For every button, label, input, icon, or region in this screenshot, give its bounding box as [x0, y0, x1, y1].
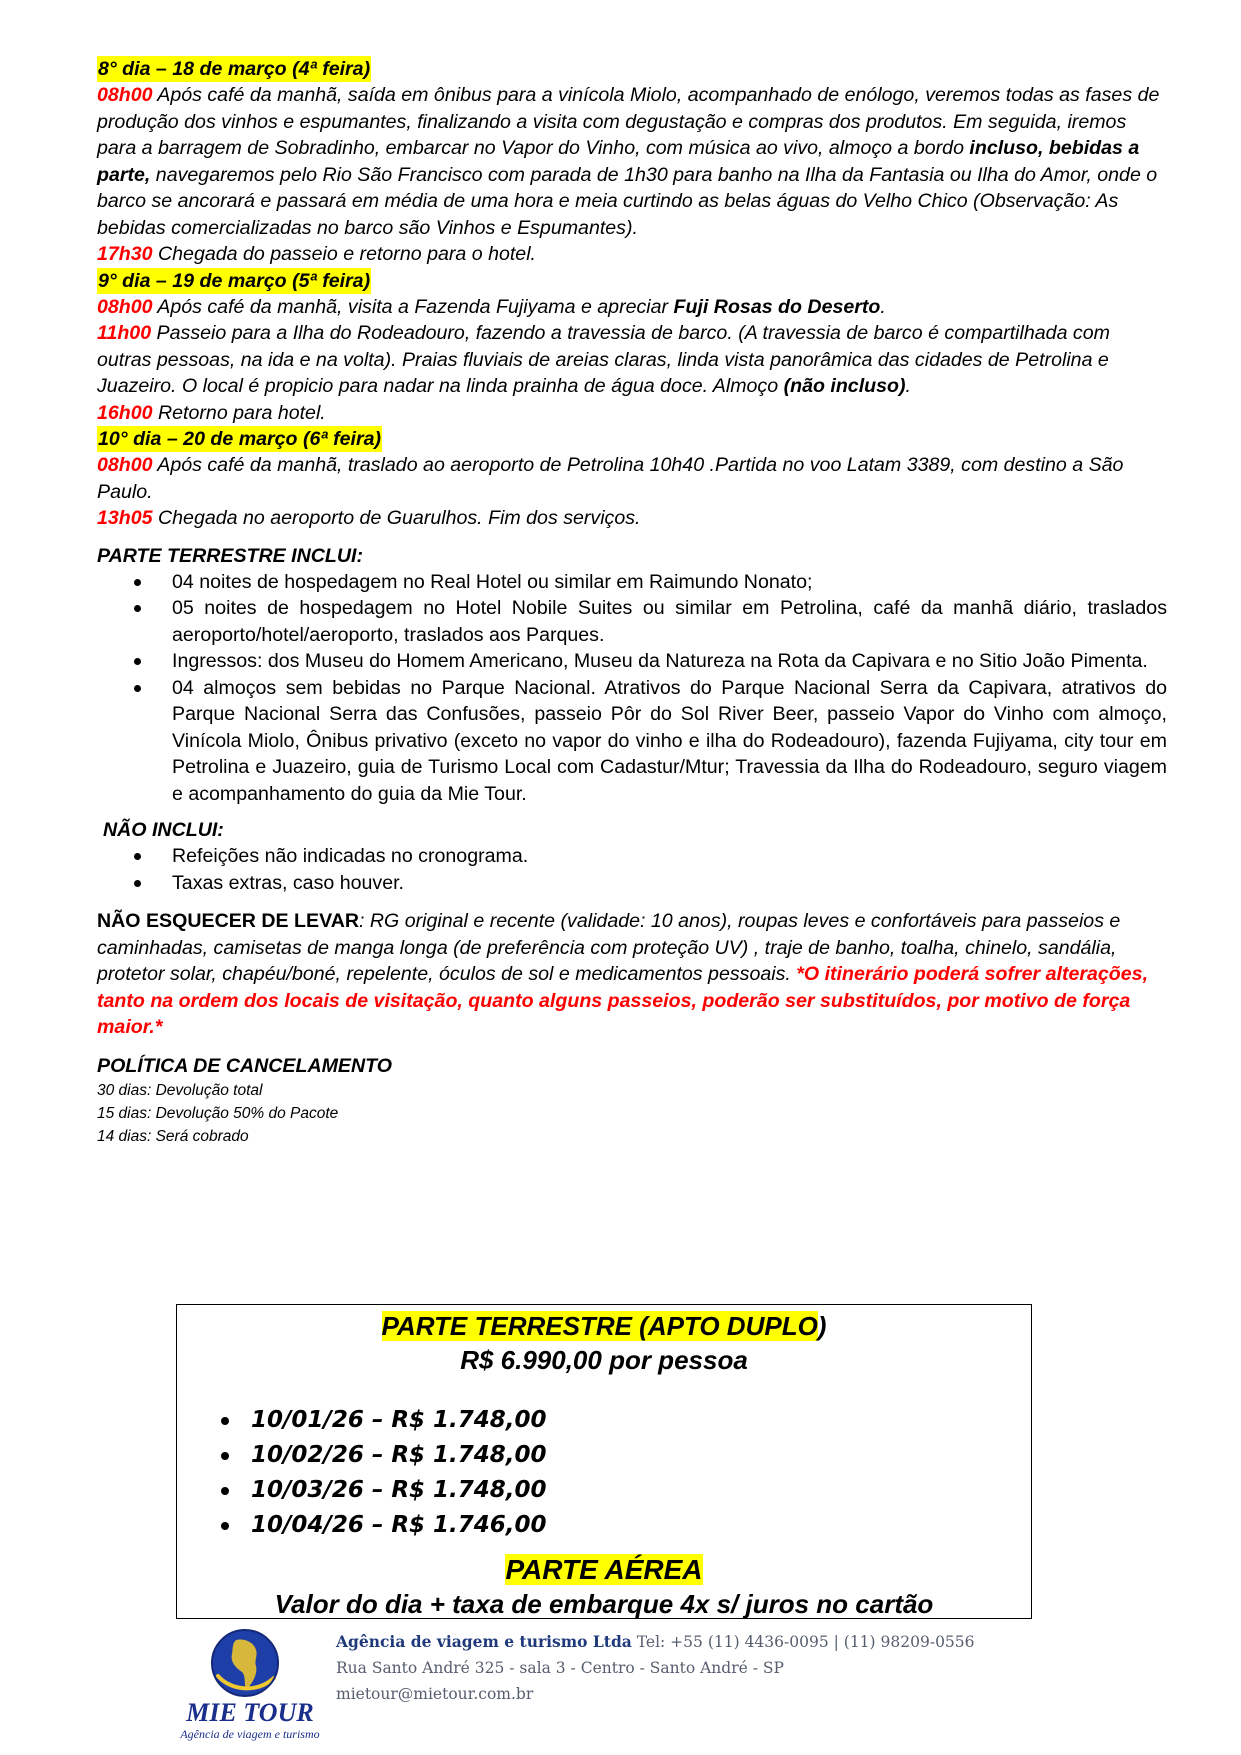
- list-item-text: 04 almoços sem bebidas no Parque Nacional. Atrativos do Parque Nacional Serra da Capivara, atrativos do Parque Nacional Serra das Confusões, passeio Pôr do Sol River Beer, passeio Vapor do Vinho com almoço, Vinícola Miolo, Ônibus privativo (exceto no vapor do vinho e ilha do Rodeadouro), fazenda Fujiyama, city tour em Petrolina e Juazeiro, guia de Turismo Local com Cadastur/Mtur; Travessia da Ilha do Rodeadouro, seguro viagem e acompanhamento do guia da Mie Tour.: [172, 676, 1167, 805]
- installment-item: [177, 1403, 1031, 1438]
- bring-text: : RG original e recente (validade: 10 anos), roupas leves e confortáveis para passeios e caminhadas, camisetas de manga longa (de preferência com proteção UV) , traje de banho, toalha, chinelo, sandália, protetor solar, chapéu/boné, repelente, óculos de sol e medicamentos pessoais.: [97, 910, 1121, 985]
- installment-text: 10/02/26 – R$ 1.748,00: [251, 1442, 547, 1468]
- logo-subtitle: Agência de viagem e turismo: [180, 1727, 320, 1741]
- bullet-icon: [134, 658, 141, 665]
- cancel-line: 14 dias: Será cobrado: [97, 1127, 249, 1145]
- list-item: [97, 870, 1167, 897]
- list-item-text: 05 noites de hospedagem no Hotel Nobile Suites ou similar em Petrolina, café da manhã diário, traslados aeroporto/hotel/aeroporto, traslados aos Parques.: [172, 597, 1167, 646]
- text: Após café da manhã, traslado ao aeroporto de Petrolina 10h40 .Partida no voo Latam 3389, com destino a São Paulo.: [97, 454, 1124, 503]
- text: Passeio para a Ilha do Rodeadouro, fazendo a travessia de barco. (A travessia de barco é compartilhada com outras pessoas, na ida e na volta). Praias fluviais de areias claras, linda vista panorâmica das cidades de Petrolina e Juazeiro. O local é propicio para nadar na linda prainha de água doce. Almoço: [97, 322, 1110, 397]
- bullet-icon: [221, 1522, 229, 1530]
- bold-text: (não incluso): [783, 375, 906, 397]
- itinerary-warning: *O itinerário poderá sofrer alterações, tanto na ordem dos locais de visitação, quanto alguns passeios, poderão ser substituídos, por motivo de força maior.*: [97, 963, 1149, 1038]
- text: .: [905, 375, 911, 397]
- text: navegaremos pelo Rio São Francisco com parada de 1h30 para banho na Ilha da Fantasia ou Ilha do Amor, onde o barco se ancorará e passará em média de uma hora e meia curtindo as belas águas do Velho Chico (Observação: As bebidas comercializadas no barco são Vinhos e Espumantes).: [97, 163, 1158, 239]
- price-title-end: ): [817, 1311, 827, 1341]
- day-10-title: 10° dia – 20 de março (6ª feira): [98, 428, 381, 450]
- day-8-title: 8° dia – 18 de março (4ª feira): [98, 58, 371, 80]
- time-label: 08h00: [97, 295, 153, 318]
- document-body: [97, 56, 1167, 1148]
- agency-name: Agência de viagem e turismo Ltda: [336, 1632, 632, 1651]
- list-item-text: 04 noites de hospedagem no Real Hotel ou similar em Raimundo Nonato;: [172, 570, 813, 593]
- time-label: 17h30: [97, 243, 153, 265]
- excludes-list: [97, 843, 1167, 896]
- includes-list: [97, 569, 1167, 808]
- bullet-icon: [134, 853, 141, 860]
- day-10-paragraph-2: [97, 505, 1167, 532]
- day-9-paragraph-1: [97, 294, 1167, 321]
- air-title: [177, 1553, 1031, 1587]
- bullet-icon: [221, 1487, 229, 1495]
- logo-text: MIE TOUR: [186, 1698, 314, 1727]
- day-9-paragraph-2: [97, 320, 1167, 400]
- list-item-text: Refeições não indicadas no cronograma.: [172, 845, 529, 867]
- installment-text: 10/03/26 – R$ 1.748,00: [251, 1477, 547, 1503]
- cancel-line: 30 dias: Devolução total: [97, 1081, 263, 1099]
- globe-logo-icon: [210, 1628, 280, 1698]
- bullet-icon: [221, 1452, 229, 1460]
- day-8-paragraph-2: [97, 241, 1167, 268]
- price-box: [176, 1304, 1032, 1619]
- bullet-icon: [134, 605, 141, 612]
- address: Rua Santo André 325 - sala 3 - Centro - Santo André - SP: [336, 1659, 784, 1677]
- email-link[interactable]: mietour@mietour.com.br: [336, 1685, 534, 1703]
- text: Após café da manhã, visita a Fazenda Fujiyama e apreciar: [152, 295, 674, 318]
- time-label: 16h00: [97, 401, 153, 424]
- list-item: [97, 569, 1167, 596]
- cancel-line: 15 dias: Devolução 50% do Pacote: [97, 1104, 339, 1122]
- installment-text: 10/01/26 – R$ 1.748,00: [251, 1407, 547, 1433]
- text: Chegada do passeio e retorno para o hotel.: [152, 243, 536, 265]
- bold-text: Fuji Rosas do Deserto: [673, 295, 881, 318]
- time-label: 08h00: [97, 454, 153, 476]
- excludes-title: NÃO INCLUI:: [103, 819, 224, 841]
- air-text: Valor do dia + taxa de embarque 4x s/ juros no cartão: [274, 1589, 934, 1619]
- time-label: 13h05: [97, 507, 153, 529]
- list-item-text: Ingressos: dos Museu do Homem Americano, Museu da Natureza na Rota da Capivara e no Sitio João Pimenta.: [172, 650, 1148, 672]
- bullet-icon: [221, 1417, 229, 1425]
- text: Após café da manhã, saída em ônibus para a vinícola Miolo, acompanhado de enólogo, veremos todas as fases de produção dos vinhos e espumantes, finalizando a visita com degustação e compras dos produtos. Em seguida, iremos para a barragem de Sobradinho, embarcar no Vapor do Vinho, com música ao vivo, almoço a bordo: [97, 84, 1160, 159]
- text: .: [880, 295, 886, 318]
- bold-text: incluso, bebidas a parte,: [97, 137, 1140, 186]
- list-item-text: Taxas extras, caso houver.: [172, 871, 404, 894]
- phone: Tel: +55 (11) 4436-0095 | (11) 98209-0556: [631, 1633, 975, 1651]
- list-item: [97, 648, 1167, 675]
- bring-paragraph: [97, 908, 1167, 1041]
- includes-title: PARTE TERRESTRE INCLUI:: [97, 544, 363, 567]
- bullet-icon: [134, 685, 141, 692]
- text: Retorno para hotel.: [152, 401, 326, 424]
- day-9-title: 9° dia – 19 de março (5ª feira): [98, 269, 371, 292]
- time-label: 08h00: [97, 84, 153, 106]
- contact-line-1: [336, 1629, 975, 1655]
- bring-label: NÃO ESQUECER DE LEVAR: [97, 910, 360, 932]
- time-label: 11h00: [97, 322, 152, 344]
- installment-list: [177, 1403, 1031, 1543]
- bullet-icon: [134, 880, 141, 887]
- installment-item: [177, 1438, 1031, 1473]
- price-title: [177, 1309, 1031, 1343]
- day-10-paragraph-1: [97, 452, 1167, 505]
- list-item: [97, 595, 1167, 648]
- installment-item: [177, 1508, 1031, 1543]
- air-title-text: PARTE AÉREA: [505, 1554, 703, 1585]
- list-item: [97, 675, 1167, 808]
- day-9-paragraph-3: [97, 400, 1167, 427]
- list-item: [97, 843, 1167, 870]
- installment-item: [177, 1473, 1031, 1508]
- day-8-paragraph-1: [97, 82, 1167, 241]
- installment-text: 10/04/26 – R$ 1.746,00: [251, 1512, 547, 1538]
- price-per-person: R$ 6.990,00 por pessoa: [460, 1345, 748, 1375]
- bullet-icon: [134, 579, 141, 586]
- cancel-title: POLÍTICA DE CANCELAMENTO: [97, 1054, 392, 1077]
- text: Chegada no aeroporto de Guarulhos. Fim dos serviços.: [152, 507, 641, 529]
- footer: [160, 1626, 1060, 1746]
- price-title-text: PARTE TERRESTRE (APTO DUPLO: [381, 1311, 818, 1341]
- contact-info: [336, 1629, 975, 1707]
